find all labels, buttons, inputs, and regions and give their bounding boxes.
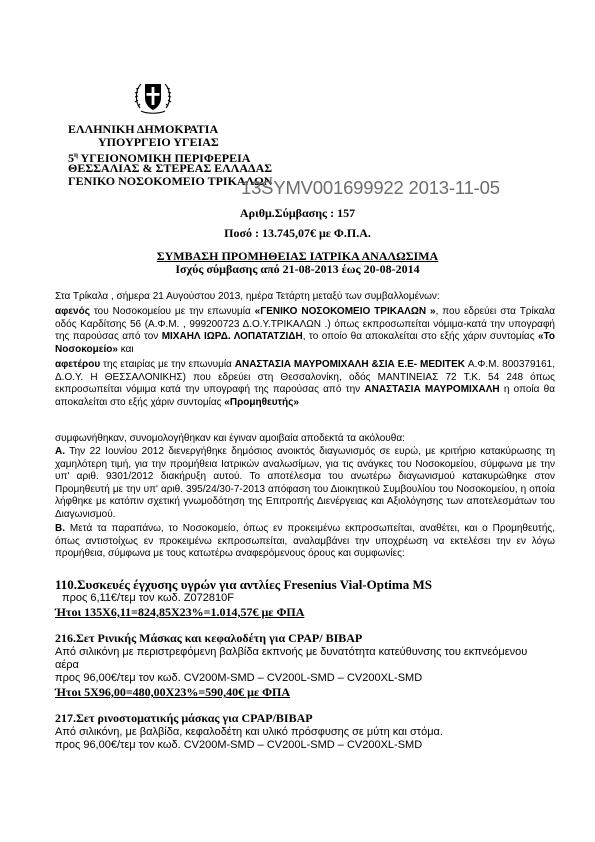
header-region-name: ΘΕΣΣΑΛΙΑΣ & ΣΤΕΡΕΑΣ ΕΛΛΑΔΑΣ [68,161,273,175]
item-216-title: 216.Σετ Ρινικής Μάσκας και κεφαλοδέτη για CPAP/ BIBAP [55,631,363,645]
item-216-total: Ήτοι 5Χ96,00=480,00Χ23%=590,40€ με ΦΠΑ [55,685,291,699]
ada-stamp: 13SYMV001699922 2013-11-05 [241,177,500,198]
contract-amount: Ποσό : 13.745,07€ με Φ.Π.Α. [224,226,371,240]
clause-a-paragraph: Α. Την 22 Ιουνίου 2012 διενεργήθηκε δημόσιος ανοικτός διαγωνισμός σε ευρώ, με κριτήριο κατακύρωσης τη χαμηλότερη τιμή, για την προμήθεια Ιατρικών αναλωσίμων, για τις ανάγκες του Νοσοκομείου, σύμφωνα με την υπ' αριθ. 9301/2012 διακήρυξη αυτού. Το αποτέλεσμα του ανωτέρω διαγωνισμού κατακυρώθηκε στον Προμηθευτή με την υπ' αριθ. 395/24/30-7-2013 απόφαση του Διοικητικού Συμβουλίου του Νοσοκομείου, η οποία λήφθηκε με κατόπιν σχετική γνωμοδότηση της Επιτροπής Διενέργειας και Αξιολόγησης των αποτελεσμάτων του Διαγωνισμού. [55,446,555,520]
item-110-price-line: προς 6,11€/τεμ τον κωδ. Z072810F [62,592,234,604]
item-110-total: Ήτοι 135Χ6,11=824,85Χ23%=1.014,57€ με ΦΠΑ [55,605,305,619]
item-216-desc-line-1: Από σιλικόνη με περιστρεφόμενη βαλβίδα εκπνοής με δυνατότητα κατεύθυνσης του εκπνεόμενου [55,646,528,658]
item-217-desc-line-1: Από σιλικόνη, με βαλβίδα, κεφαλοδέτη και υλικό πρόσφυσης σε μύτη και στόμα. [55,726,443,738]
item-216-desc-line-2: αέρα [55,659,79,671]
agreement-paragraph: συμφωνήθηκαν, συνομολογήθηκαν και έγιναν αμοιβαία αποδεκτά τα ακόλουθα: [55,433,405,444]
contract-number: Αριθμ.Σύμβασης : 157 [239,206,356,220]
header-country: ΕΛΛΗΝΙΚΗ ΔΗΜΟΚΡΑΤΙΑ [68,122,219,136]
hospital-party-paragraph: αφενός του Νοσοκομείου με την επωνυμία «ΓΕΝΙΚΟ ΝΟΣΟΚΟΜΕΙΟ ΤΡΙΚΑΛΩΝ », που εδρεύει στα Τρίκαλα οδός Καρδίτσης 56 (Α.Φ.Μ. , 999200723 Δ.Ο.Υ.ΤΡΙΚΑΛΩΝ .) όπως εκπροσωπείται νόμιμα-κατά την υπογραφή της παρούσας από τον ΜΙΧΑΗΛ ΙΩΡΔ. ΛΟΠΑΤΑΤΖΙΔΗ, το οποίο θα αποκαλείται στο εξής χάριν συντομίας «Το Νοσοκομείο» και [55,306,555,355]
contract-validity: Ισχύς σύμβασης από 21-08-2013 έως 20-08-2014 [175,262,420,276]
intro-paragraph: Στα Τρίκαλα , σήμερα 21 Αυγούστου 2013, ημέρα Τετάρτη μεταξύ των συμβαλλομένων: [55,291,440,302]
item-110-title: 110.Συσκευές έγχυσης υγρών για αντλίες Fresenius Vial-Optima MS [55,577,432,592]
item-216-price-line: προς 96,00€/τεμ τον κωδ. CV200M-SMD – CV200L-SMD – CV200XL-SMD [55,672,423,684]
item-217-title: 217.Σετ ρινοστοματικής μάσκας για CPAP/BIBAP [55,711,313,725]
greek-coat-of-arms-icon [133,78,173,116]
clause-b-paragraph: Β. Μετά τα παραπάνω, το Νοσοκομείο, όπως εν προκειμένω εκπροσωπείται, αναθέτει, και ο Προμηθευτής, όπως αντιστοίχως εν προκειμένω εκπροσωπείται, αναλαμβάνει την υποχρέωση να εκτελέσει την εν λόγω προμήθεια, σύμφωνα με τους κατωτέρω αναφερόμενους όρους και συμφωνίες: [55,523,555,560]
supplier-party-paragraph: αφετέρου της εταιρίας με την επωνυμία ΑΝΑΣΤΑΣΙΑ ΜΑΥΡΟΜΙΧΑΛΗ &ΣΙΑ Ε.Ε- MEDITEK Α.Φ.Μ. 800379161, Δ.Ο.Υ. Η ΘΕΣΣΑΛΟΝΙΚΗΣ) που εδρεύει στη Θεσσαλονίκη, οδός ΜΑΝΤΙΝΕΙΑΣ 72 Τ.Κ. 54 248 όπως εκπροσωπείται νόμιμα κατά την υπογραφή της παρούσας από την ΑΝΑΣΤΑΣΙΑ ΜΑΥΡΟΜΙΧΑΛΗ η οποία θα αποκαλείται στο εξής χάριν συντομίας «Προμηθευτής» [55,359,556,408]
item-217-price-line: προς 96,00€/τεμ τον κωδ. CV200M-SMD – CV200L-SMD – CV200XL-SMD [55,739,423,751]
header-hospital: ΓΕΝΙΚΟ ΝΟΣΟΚΟΜΕΙΟ ΤΡΙΚΑΛΩΝ [68,174,273,188]
header-health-region: $5^\eta$ ΥΓΕΙΟΝΟΜΙΚΗ ΠΕΡΙΦΕΡΕΙΑ [68,151,251,165]
header-ministry: ΥΠΟΥΡΓΕΙΟ ΥΓΕΙΑΣ [98,135,219,149]
contract-title: ΣΥΜΒΑΣΗ ΠΡΟΜΗΘΕΙΑΣ ΙΑΤΡΙΚΑ ΑΝΑΛΩΣΙΜΑ [156,249,439,263]
